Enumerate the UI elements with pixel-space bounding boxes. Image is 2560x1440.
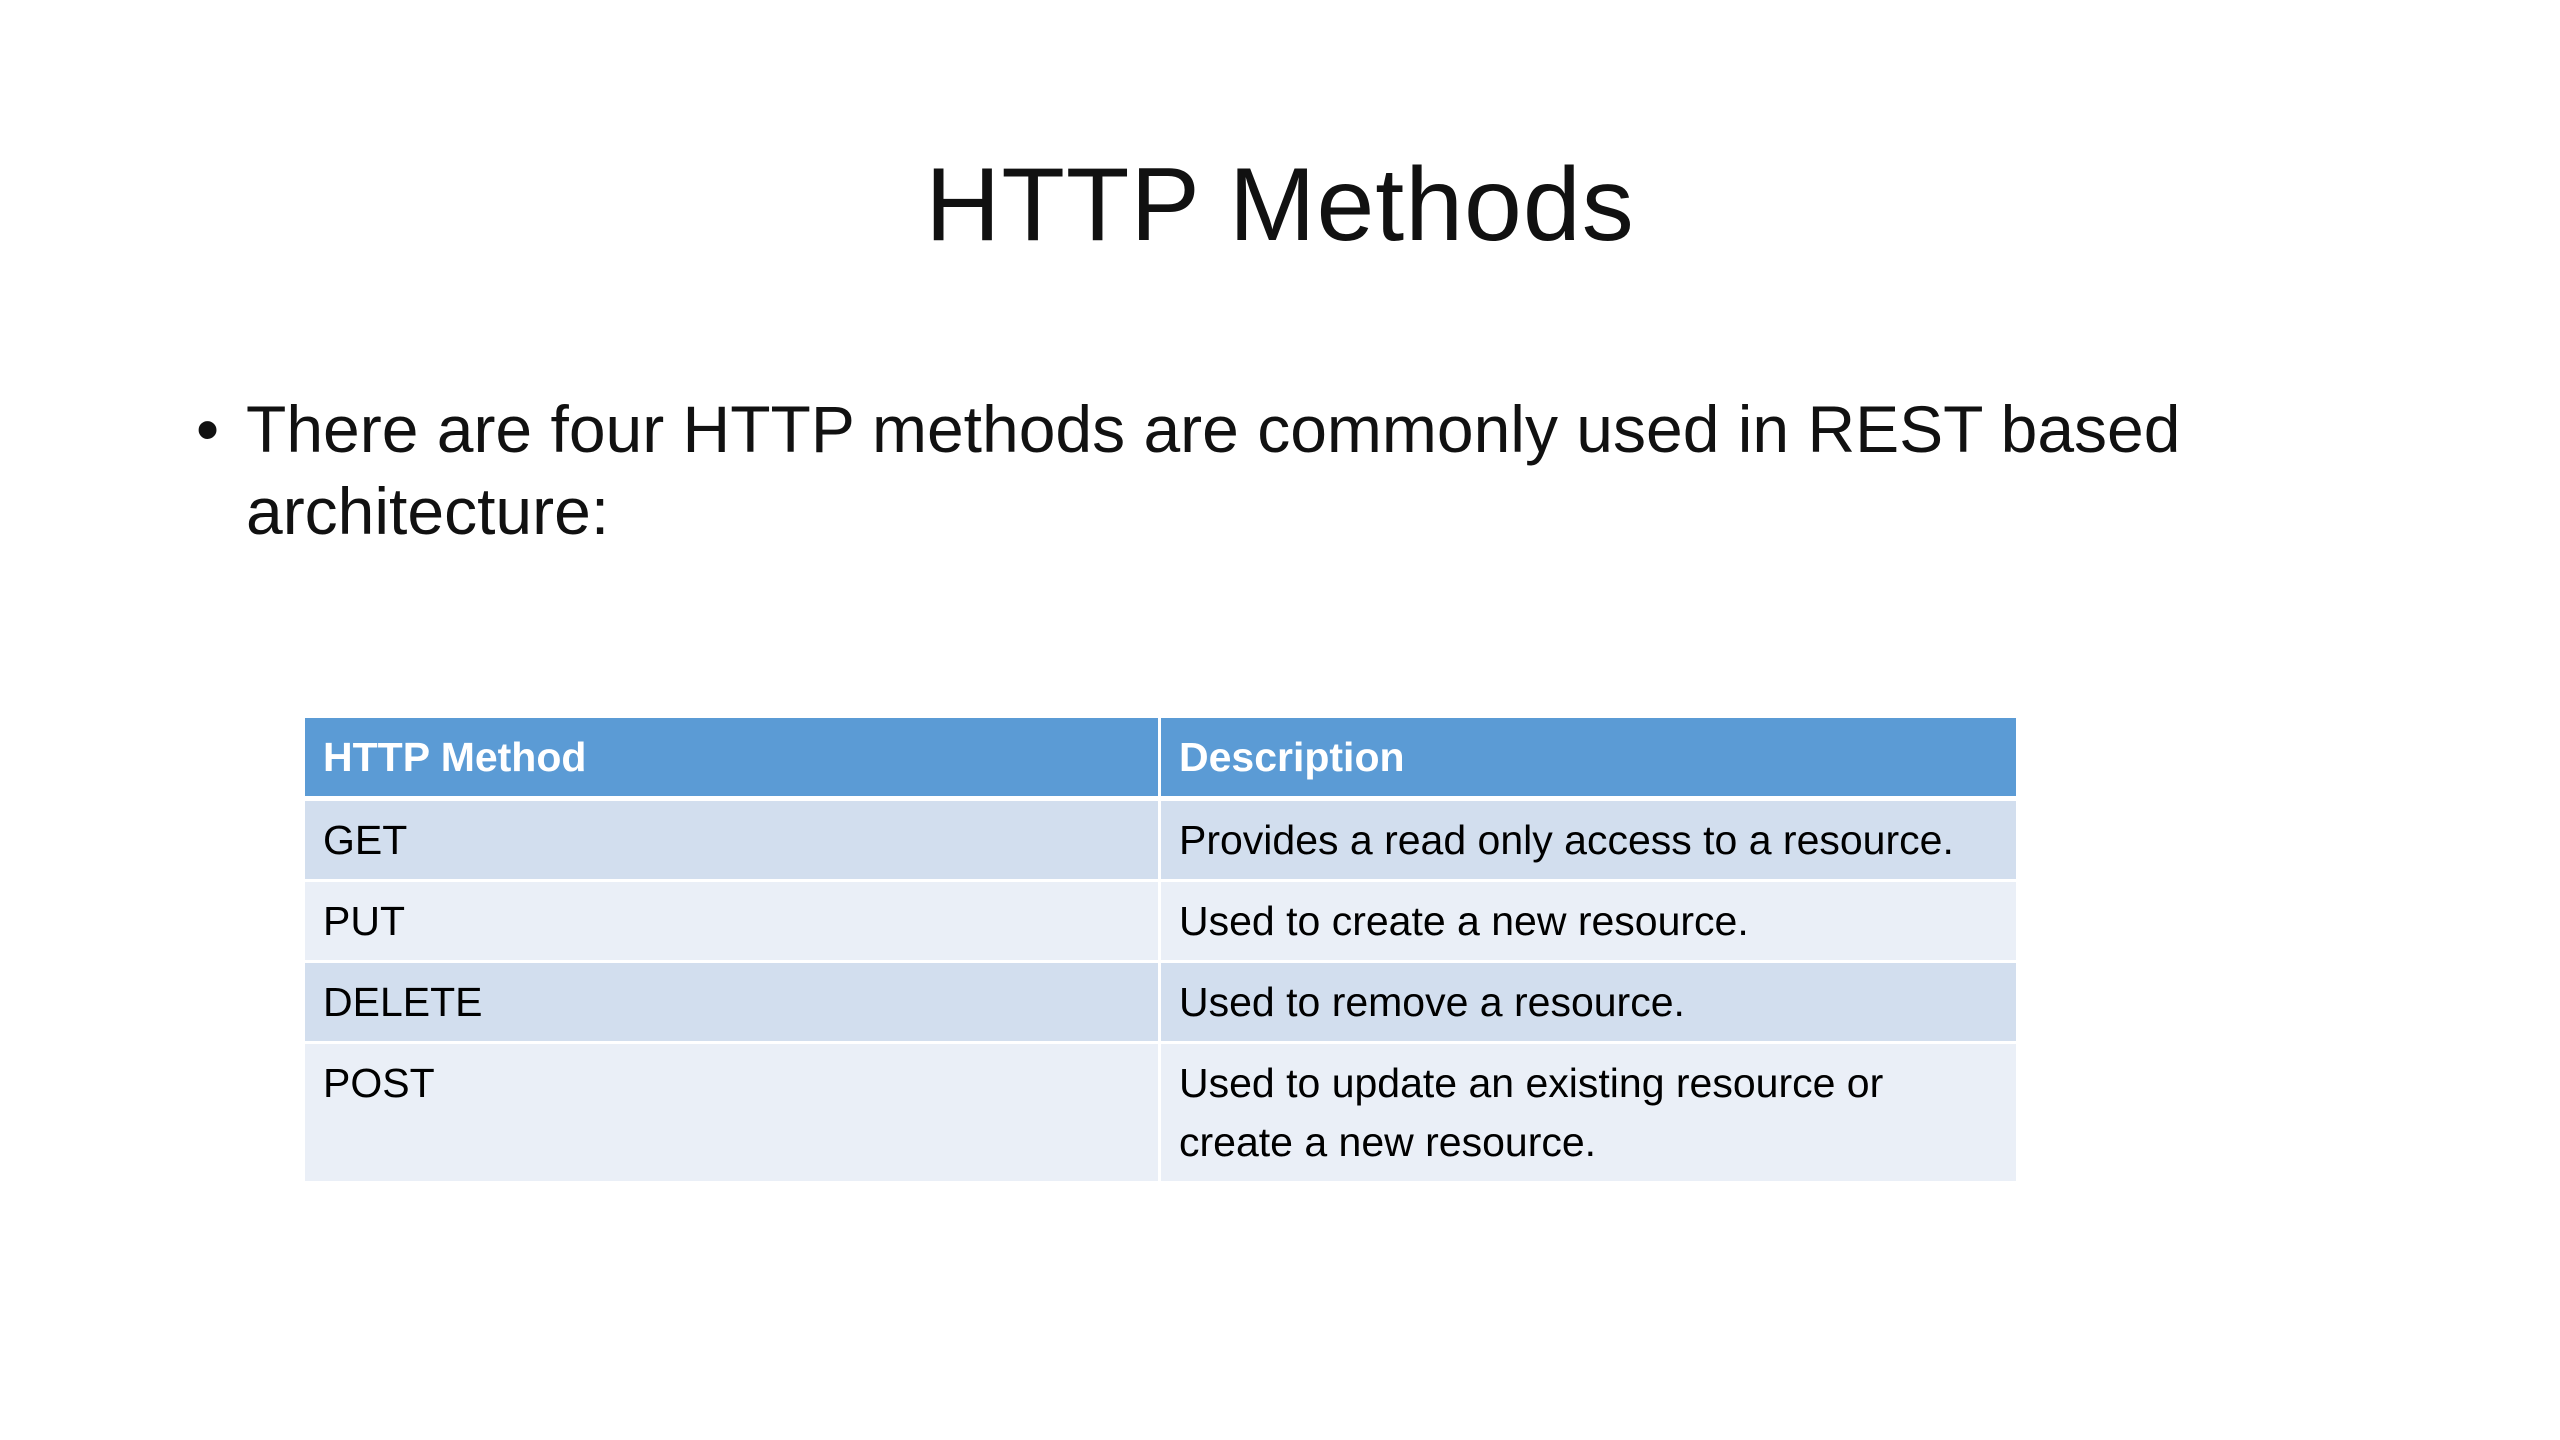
description-cell: Used to create a new resource.: [1160, 881, 2018, 962]
method-cell: POST: [304, 1043, 1160, 1183]
bullet-list: [196, 388, 2336, 552]
description-cell: Provides a read only access to a resource.: [1160, 799, 2018, 881]
table-row: [304, 881, 2018, 962]
table-header-row: [304, 718, 2018, 799]
description-cell: Used to remove a resource.: [1160, 962, 2018, 1043]
column-header-description: Description: [1160, 718, 2018, 799]
column-header-method: HTTP Method: [304, 718, 1160, 799]
description-cell: Used to update an existing resource or create a new resource.: [1160, 1043, 2018, 1183]
slide-title: HTTP Methods: [925, 147, 1635, 263]
http-methods-table: [302, 718, 2019, 1184]
method-cell: GET: [304, 799, 1160, 881]
bullet-text: There are four HTTP methods are commonly used in REST based architecture:: [246, 392, 2181, 548]
bullet-dot-icon: •: [196, 392, 220, 466]
bullet-item: [196, 388, 2336, 552]
method-cell: DELETE: [304, 962, 1160, 1043]
method-cell: PUT: [304, 881, 1160, 962]
table-row: [304, 962, 2018, 1043]
table-row: [304, 799, 2018, 881]
table-row: [304, 1043, 2018, 1183]
